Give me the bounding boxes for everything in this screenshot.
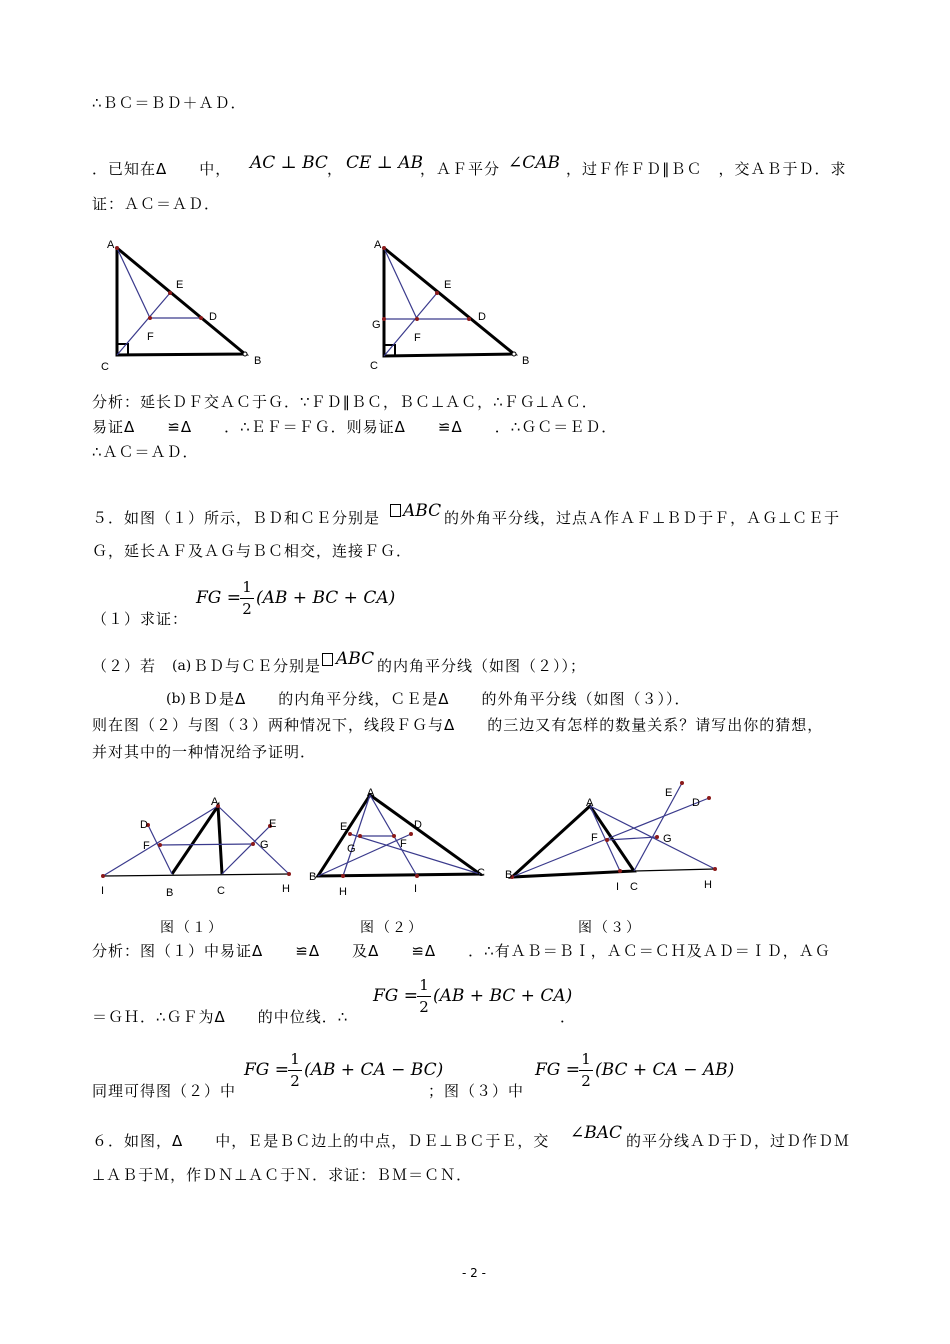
label-d: D	[140, 819, 148, 831]
label-h: H	[704, 879, 712, 891]
caption-figure-3: 图（３）	[578, 920, 642, 936]
formula-fg-3: FG = 1 2 (AB + CA − BC)	[244, 1050, 444, 1090]
label-g: G	[260, 839, 269, 851]
label-a: A	[211, 796, 219, 808]
problem4-text-b: ，ＡＦ平分	[420, 160, 501, 178]
label-f: F	[591, 832, 598, 844]
analysis4-line1: 分析：延长ＤＦ交ＡＣ于Ｇ．∵ＦＤ∥ＢＣ，ＢＣ⊥ＡＣ，∴ＦＧ⊥ＡＣ．	[92, 393, 598, 411]
label-c: C	[217, 885, 225, 897]
problem5-question-b: 并对其中的一种情况给予证明．	[92, 743, 317, 761]
page-number: - 2 -	[462, 1266, 486, 1280]
problem4-prove: 证：ＡＣ＝ＡＤ．	[92, 195, 221, 213]
formula-fg-4: FG = 1 2 (BC + CA − AB)	[535, 1050, 735, 1090]
label-d: D	[692, 797, 700, 809]
label-b: B	[522, 355, 530, 367]
problem6-intro: ６．如图，Δ 中，Ｅ是ＢＣ边上的中点，ＤＥ⊥ＢＣ于Ｅ，交	[92, 1132, 550, 1150]
label-d: D	[478, 311, 486, 323]
formula-fg-1: FG = 1 2 (AB + BC + CA)	[196, 578, 396, 618]
formula-fg-2: FG = 1 2 (AB + BC + CA)	[373, 976, 573, 1016]
label-e: E	[665, 787, 673, 799]
label-g: G	[663, 833, 672, 845]
problem6-math-bac: ∠BAC	[570, 1123, 623, 1143]
label-i: I	[101, 885, 105, 897]
label-h: H	[282, 883, 290, 895]
label-i: I	[616, 881, 620, 893]
caption-figure-1: 图（１）	[160, 920, 224, 936]
label-f: F	[400, 838, 407, 850]
label-a: A	[586, 797, 594, 809]
analysis5-period: ．	[560, 1008, 577, 1026]
label-a: A	[367, 787, 375, 799]
analysis5-line3-b: ；图（３）中	[428, 1082, 525, 1100]
problem5-question: 则在图（２）与图（３）两种情况下，线段ＦＧ与Δ 的三边又有怎样的数量关系？请写出你的猜想，	[92, 716, 824, 734]
problem4-math-ac-bc: AC ⊥ BC	[250, 153, 328, 173]
label-b: B	[505, 869, 513, 881]
analysis4-line3: ∴ＡＣ＝ＡＤ．	[92, 443, 199, 461]
label-c: C	[370, 360, 378, 372]
problem4-text-c: ，过Ｆ作ＦＤ∥ＢＣ ，交ＡＢ于Ｄ．求	[566, 160, 847, 178]
label-f: F	[143, 840, 150, 852]
problem5-part2-math: ABC	[336, 649, 375, 669]
problem5-part1: （１）求证：	[92, 610, 189, 628]
problem5-text-c: Ｇ，延长ＡＦ及ＡＧ与ＢＣ相交，连接ＦＧ．	[92, 542, 413, 560]
problem5-math-abc: ABC	[403, 501, 442, 521]
label-e: E	[269, 818, 277, 830]
problem6-text-c: ⊥ＡＢ于Ｍ，作ＤＮ⊥ＡＣ于Ｎ．求证：ＢＭ＝ＣＮ．	[92, 1166, 473, 1184]
problem5-part2-b: (b)	[166, 691, 186, 707]
label-b: B	[309, 871, 317, 883]
label-e: E	[176, 279, 184, 291]
label-c: C	[101, 361, 109, 373]
problem5-part2-a: (a)	[172, 658, 192, 674]
label-g: G	[372, 319, 381, 331]
problem6-text-b: 的平分线ＡＤ于Ｄ，过Ｄ作ＤＭ	[626, 1132, 851, 1150]
problem5-intro: ５．如图（１）所示，ＢＤ和ＣＥ分别是	[92, 509, 381, 527]
problem5-text-b: 的外角平分线，过点Ａ作ＡＦ⊥ＢＤ于Ｆ，ＡＧ⊥ＣＥ于	[444, 509, 841, 527]
label-g: G	[347, 843, 356, 855]
label-a: A	[374, 239, 382, 251]
label-d: D	[209, 311, 217, 323]
label-h: H	[339, 886, 347, 898]
label-c: C	[630, 881, 638, 893]
label-e: E	[340, 821, 348, 833]
label-f: F	[147, 331, 154, 343]
label-f: F	[414, 332, 421, 344]
problem4-math-cab: ∠CAB	[508, 153, 561, 173]
problem5-part2-b-text: ＢＤ是Δ 的内角平分线，ＣＥ是Δ 的外角平分线（如图（３））．	[187, 690, 691, 708]
problem5-part2-text-b: 的内角平分线（如图（２））；	[377, 657, 587, 675]
label-e: E	[444, 279, 452, 291]
analysis5-line3: 同理可得图（２）中	[92, 1082, 237, 1100]
problem4-comma: ，	[327, 160, 344, 178]
caption-figure-2: 图（２）	[360, 920, 424, 936]
proof-conclusion: ∴ＢＣ＝ＢＤ＋ＡＤ．	[92, 94, 247, 112]
label-b: B	[166, 887, 174, 899]
problem5-part2-text: ＢＤ与ＣＥ分别是	[193, 657, 322, 675]
label-d: D	[414, 819, 422, 831]
label-a: A	[107, 239, 115, 251]
problem5-part2-label: （２）若	[92, 657, 157, 675]
analysis4-line2: 易证Δ ≌Δ ．∴ＥＦ＝ＦＧ．则易证Δ ≌Δ ．∴ＧＣ＝ＥＤ．	[92, 418, 618, 436]
analysis5-line2: ＝ＧＨ．∴ＧＦ为Δ 的中位线．∴	[92, 1008, 349, 1026]
analysis5-line1: 分析：图（１）中易证Δ ≌Δ 及Δ ≌Δ ．∴有ＡＢ＝ＢＩ，ＡＣ＝ＣＨ及ＡＤ＝ＩＤ，ＡＧ	[92, 942, 831, 960]
label-c: C	[477, 867, 485, 879]
label-b: B	[254, 355, 262, 367]
problem4-math-ce-ab: CE ⊥ AB	[346, 153, 423, 173]
problem4-intro: ．已知在Δ 中，	[92, 160, 232, 178]
label-i: I	[414, 883, 418, 895]
